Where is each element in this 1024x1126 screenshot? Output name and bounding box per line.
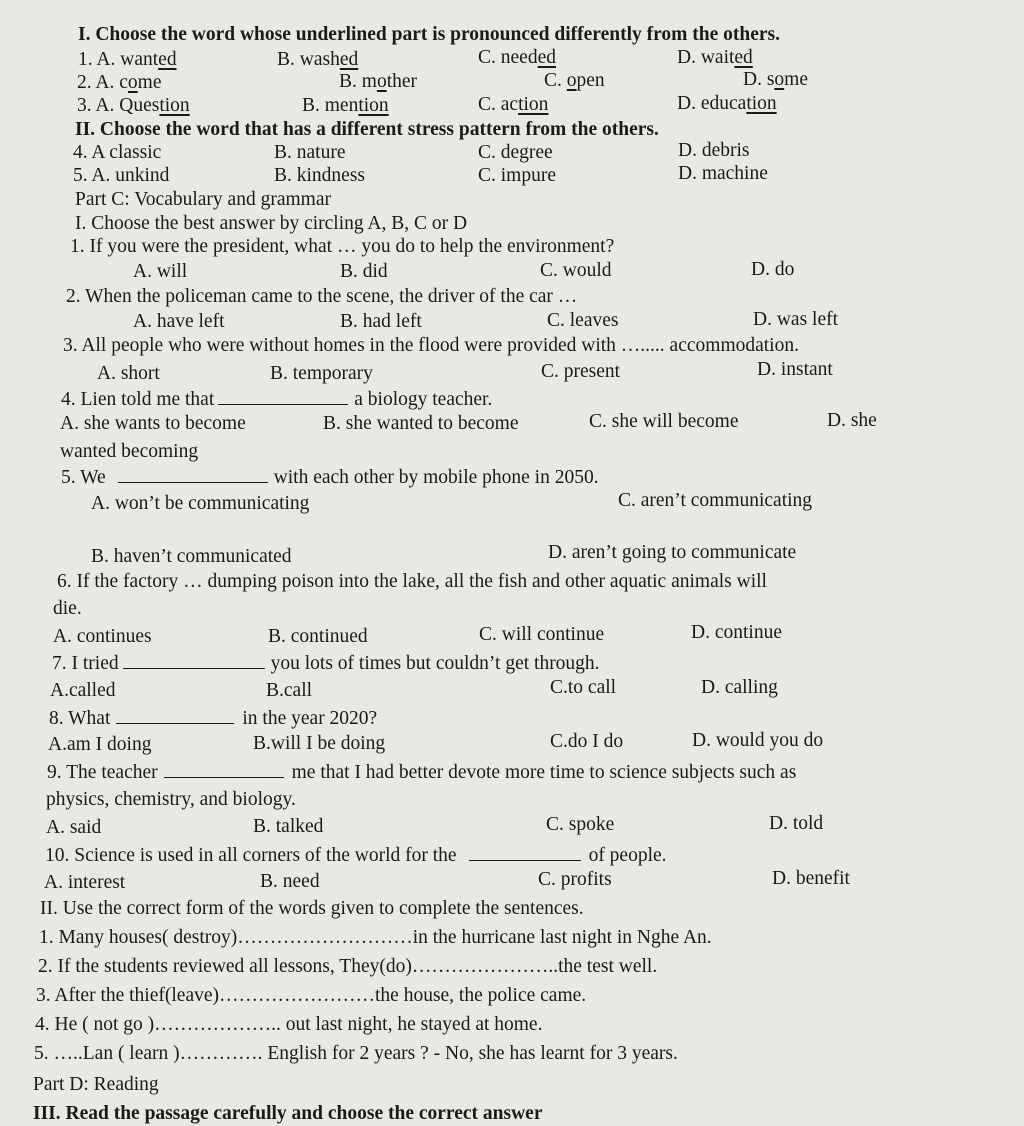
section2-heading: II. Choose the word that has a different stress pattern from the others.	[75, 119, 659, 140]
fill-sentence-1: 1. Many houses( destroy)………………………in the hurricane last night in Nghe An.	[39, 927, 712, 948]
option-a: A. have left	[133, 311, 225, 332]
question-stem-continued: die.	[53, 598, 82, 619]
option-d-continued: wanted becoming	[60, 441, 199, 462]
stem-text: you lots of times but couldn’t get through.	[270, 653, 600, 674]
option-c	[478, 93, 548, 117]
stem-text: 7. I tried	[52, 653, 119, 674]
stem-text: a biology teacher.	[354, 389, 493, 410]
option-a: A. will	[133, 261, 188, 282]
question-stem	[49, 706, 377, 731]
option-b: B. continued	[268, 626, 368, 647]
option-b: B. talked	[253, 816, 324, 837]
underlined-part: ed	[158, 49, 177, 70]
option-b: B. had left	[340, 311, 422, 332]
underlined-part: tion	[159, 95, 190, 116]
option-text: 1. A. want	[78, 49, 159, 70]
option-text: ther	[386, 71, 418, 92]
answer-blank	[118, 465, 268, 483]
option-c: C. spoke	[546, 814, 615, 835]
question-stem: 1. If you were the president, what … you do to help the environment?	[70, 236, 615, 257]
option-text: 2. A. c	[77, 72, 128, 93]
option-a: A. won’t be communicating	[91, 493, 310, 514]
option-text: 3. A. Ques	[77, 95, 160, 116]
answer-blank	[116, 706, 234, 724]
option-c: C. present	[541, 361, 621, 382]
option-c: C. would	[540, 260, 612, 281]
option-b	[302, 94, 389, 118]
question-stem	[61, 387, 492, 412]
option-a: 5. A. unkind	[73, 165, 170, 186]
underlined-part: o	[127, 72, 138, 93]
underlined-part: ed	[537, 47, 556, 68]
partD-instruction: III. Read the passage carefully and choose the correct answer	[33, 1103, 543, 1124]
option-a: A.am I doing	[48, 734, 152, 755]
option-c: C. will continue	[479, 624, 605, 645]
option-a: A. short	[97, 363, 160, 384]
option-c: C. degree	[478, 142, 553, 163]
option-a: 4. A classic	[73, 142, 162, 163]
underlined-part: tion	[358, 95, 389, 116]
question-stem: 2. When the policeman came to the scene, the driver of the car …	[66, 286, 578, 307]
answer-blank	[123, 651, 265, 669]
option-d: D. aren’t going to communicate	[548, 542, 797, 563]
option-d: D. do	[751, 259, 795, 280]
stem-text: 4. Lien told me that	[61, 389, 215, 410]
option-c: C. leaves	[547, 310, 619, 331]
option-a: A.called	[50, 680, 116, 701]
stem-text: with each other by mobile phone in 2050.	[273, 467, 599, 488]
option-text: C. need	[478, 47, 538, 68]
underlined-part: ed	[734, 47, 753, 68]
option-b: B. temporary	[270, 363, 373, 384]
option-c: C. she will become	[589, 411, 739, 432]
partC2-instruction: II. Use the correct form of the words given to complete the sentences.	[40, 898, 584, 919]
option-a: A. she wants to become	[60, 413, 246, 434]
underlined-part: o	[774, 69, 785, 90]
option-b	[339, 70, 417, 94]
question-stem	[52, 651, 600, 676]
option-b: B. she wanted to become	[323, 413, 519, 434]
option-d: D. debris	[678, 140, 750, 161]
option-text: D. educa	[677, 93, 747, 114]
question-stem	[45, 843, 667, 868]
option-text: pen	[576, 70, 605, 91]
option-b: B.call	[266, 680, 313, 701]
stem-text: of people.	[588, 845, 667, 866]
option-d	[677, 46, 753, 70]
underlined-part: tion	[518, 94, 549, 115]
fill-sentence-3: 3. After the thief(leave)……………………the house, the police came.	[36, 985, 587, 1006]
option-text: D. s	[743, 69, 775, 90]
partC-title: Part C: Vocabulary and grammar	[75, 189, 331, 210]
option-c: C.do I do	[550, 731, 624, 752]
option-d: D. machine	[678, 163, 768, 184]
stem-text: 5. We	[61, 467, 106, 488]
option-a: A. continues	[53, 626, 152, 647]
fill-sentence-5: 5. …..Lan ( learn )…………. English for 2 years ? - No, she has learnt for 3 years.	[34, 1043, 678, 1064]
option-b: B. did	[340, 261, 388, 282]
option-a	[77, 71, 162, 95]
option-d: D. calling	[701, 677, 778, 698]
option-b: B. haven’t communicated	[91, 546, 292, 567]
option-text: me	[137, 72, 162, 93]
option-text: C.	[544, 70, 567, 91]
underlined-part: ed	[339, 49, 359, 70]
answer-blank	[469, 843, 581, 861]
underlined-part: o	[566, 70, 577, 91]
option-c	[544, 69, 605, 93]
option-d: D. would you do	[692, 730, 824, 751]
underlined-part: tion	[746, 93, 777, 114]
fill-sentence-4: 4. He ( not go )……………….. out last night, he stayed at home.	[35, 1014, 543, 1035]
option-b: B.will I be doing	[253, 733, 386, 754]
question-stem	[47, 760, 796, 785]
option-b: B. nature	[274, 142, 346, 163]
answer-blank	[218, 387, 348, 405]
option-d: D. benefit	[772, 868, 850, 889]
option-text: D. wait	[677, 47, 735, 68]
option-b: B. kindness	[274, 165, 366, 186]
option-c: C. impure	[478, 165, 556, 186]
stem-text: 10. Science is used in all corners of the world for the	[45, 845, 457, 866]
option-c: C. profits	[538, 869, 612, 890]
underlined-part: o	[376, 71, 387, 92]
option-c: C. aren’t communicating	[618, 490, 813, 511]
option-text: B. wash	[277, 49, 340, 70]
option-d: D. she	[827, 410, 877, 431]
option-d	[677, 92, 777, 116]
question-stem: 6. If the factory … dumping poison into the lake, all the fish and other aquatic animals will	[57, 571, 767, 592]
option-b: B. need	[260, 871, 320, 892]
partC-instruction: I. Choose the best answer by circling A, B, C or D	[75, 213, 468, 234]
option-a: A. interest	[44, 872, 126, 893]
option-c: C.to call	[550, 677, 617, 698]
question-stem: 3. All people who were without homes in the flood were provided with …..... accommodation.	[63, 335, 799, 356]
option-text: B. m	[339, 71, 377, 92]
option-d	[743, 68, 808, 92]
option-d: D. told	[769, 813, 824, 834]
option-d: D. instant	[757, 359, 833, 380]
option-text: B. men	[302, 95, 359, 116]
option-text: C. ac	[478, 94, 519, 115]
option-text: me	[784, 69, 808, 90]
stem-text: 8. What	[49, 708, 111, 729]
stem-text: me that I had better devote more time to science subjects such as	[291, 762, 797, 783]
question-stem	[61, 465, 599, 490]
answer-blank	[164, 760, 284, 778]
option-a: A. said	[46, 817, 102, 838]
section1-heading: I. Choose the word whose underlined part is pronounced differently from the others.	[78, 24, 781, 45]
option-a	[78, 48, 177, 72]
fill-sentence-2: 2. If the students reviewed all lessons, They(do)…………………..the test well.	[38, 956, 658, 977]
question-stem-continued: physics, chemistry, and biology.	[46, 789, 296, 810]
option-d: D. continue	[691, 622, 782, 643]
partD-title: Part D: Reading	[33, 1074, 159, 1095]
stem-text: in the year 2020?	[242, 708, 378, 729]
option-a	[77, 94, 190, 118]
stem-text: 9. The teacher	[47, 762, 158, 783]
option-b	[277, 48, 358, 72]
option-c	[478, 46, 556, 70]
option-d: D. was left	[753, 309, 839, 330]
